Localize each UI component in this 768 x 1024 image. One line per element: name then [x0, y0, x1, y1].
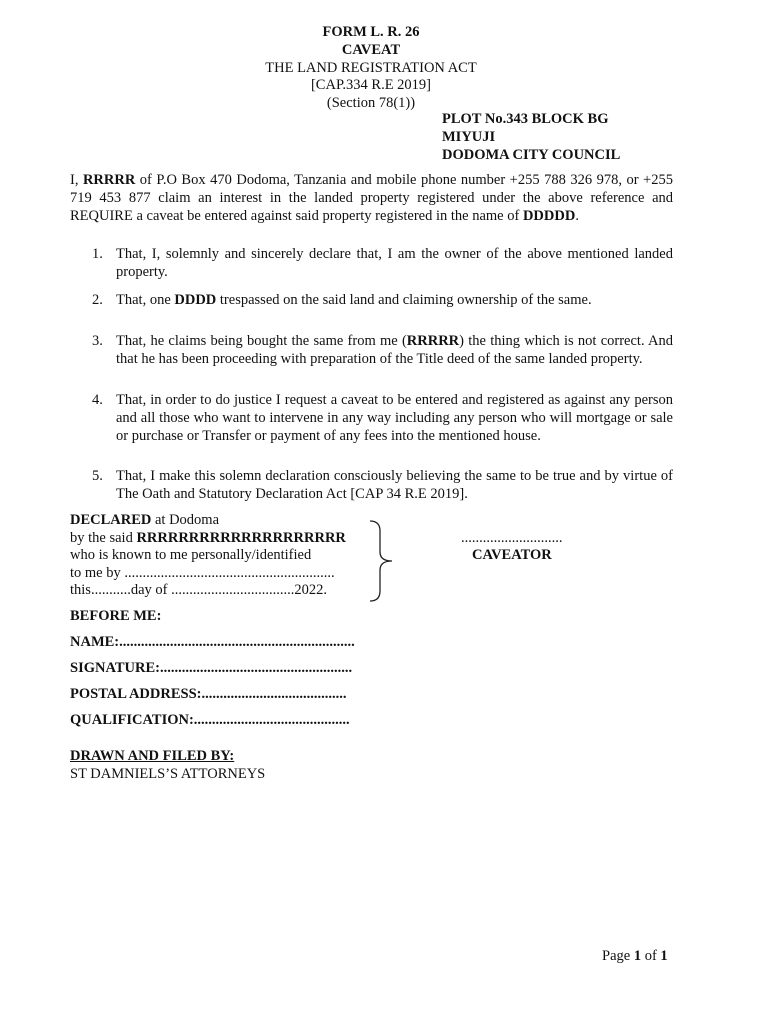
declared-at: DECLARED at Dodoma — [70, 512, 220, 528]
form-number: FORM L. R. 26 — [322, 24, 420, 40]
intro-end: . — [575, 208, 579, 224]
act-title: THE LAND REGISTRATION ACT — [265, 60, 477, 76]
section-reference: (Section 78(1)) — [326, 95, 416, 111]
item-number: 4. — [92, 392, 103, 408]
list-item: That, he claims being bought the same from me (RRRRR) the thing which is not correct. And that he has been proceeding with preparation of the Title deed of the same landed property. — [116, 333, 673, 367]
item-number: 1. — [92, 246, 103, 262]
curly-brace — [366, 519, 396, 603]
list-item: That, I, solemnly and sincerely declare that, I am the owner of the above mentioned landed property. — [116, 246, 673, 280]
item-number: 5. — [92, 468, 103, 484]
name-field: NAME:................................................................. — [70, 634, 355, 650]
intro-paragraph — [70, 171, 673, 225]
item-number: 2. — [92, 292, 103, 308]
caveator-name: RRRRR — [82, 172, 136, 188]
list-item: That, one DDDD trespassed on the said land and claiming ownership of the same. — [116, 292, 592, 308]
property-council: DODOMA CITY COUNCIL — [442, 147, 621, 163]
item-number: 3. — [92, 333, 103, 349]
registered-owner: DDDDD — [522, 208, 576, 224]
known-to-me: who is known to me personally/identified — [70, 547, 312, 563]
plot-number: PLOT No.343 BLOCK BG — [442, 111, 609, 127]
signature-field: SIGNATURE:..................................................... — [70, 660, 353, 676]
drawn-filed-heading: DRAWN AND FILED BY: — [70, 748, 235, 764]
cap-reference: [CAP.334 R.E 2019] — [310, 77, 432, 93]
before-me-heading: BEFORE ME: — [70, 608, 162, 624]
intro-pre: I, — [70, 172, 83, 188]
declared-by: by the said RRRRRRRRRRRRRRRRRRRR — [70, 530, 346, 546]
qualification-field: QUALIFICATION:........................................... — [70, 712, 350, 728]
list-item: That, I make this solemn declaration consciously believing the same to be true and by virtue of The Oath and Statutory Declaration Act [CAP 34 R.E 2019]. — [116, 468, 673, 502]
page-number: Page 1 of 1 — [602, 948, 668, 964]
caveator-label: CAVEATOR — [472, 547, 552, 563]
postal-address-field: POSTAL ADDRESS:........................................ — [70, 686, 347, 702]
identified-by: to me by .......................................................... — [70, 565, 335, 581]
list-item: That, in order to do justice I request a caveat to be entered and registered as against any person and all those who want to intervene in any way including any person who will mortgage or sale or purchase or Transfer or payment of any fees into the mentioned house. — [116, 392, 673, 444]
caveat-title: CAVEAT — [341, 42, 401, 58]
caveator-signature-line: ............................ — [461, 530, 563, 546]
declaration-date: this...........day of ..................................2022. — [70, 582, 327, 598]
property-area: MIYUJI — [442, 129, 496, 145]
intro-body: of P.O Box 470 Dodoma, Tanzania and mobile phone number +255 788 326 978, or +255 719 453 877 claim an interest in the landed property registered under the above reference and REQUIRE a caveat be entered against said property registered in the name of — [70, 172, 673, 224]
attorney-firm: ST DAMNIELS’S ATTORNEYS — [70, 766, 266, 782]
